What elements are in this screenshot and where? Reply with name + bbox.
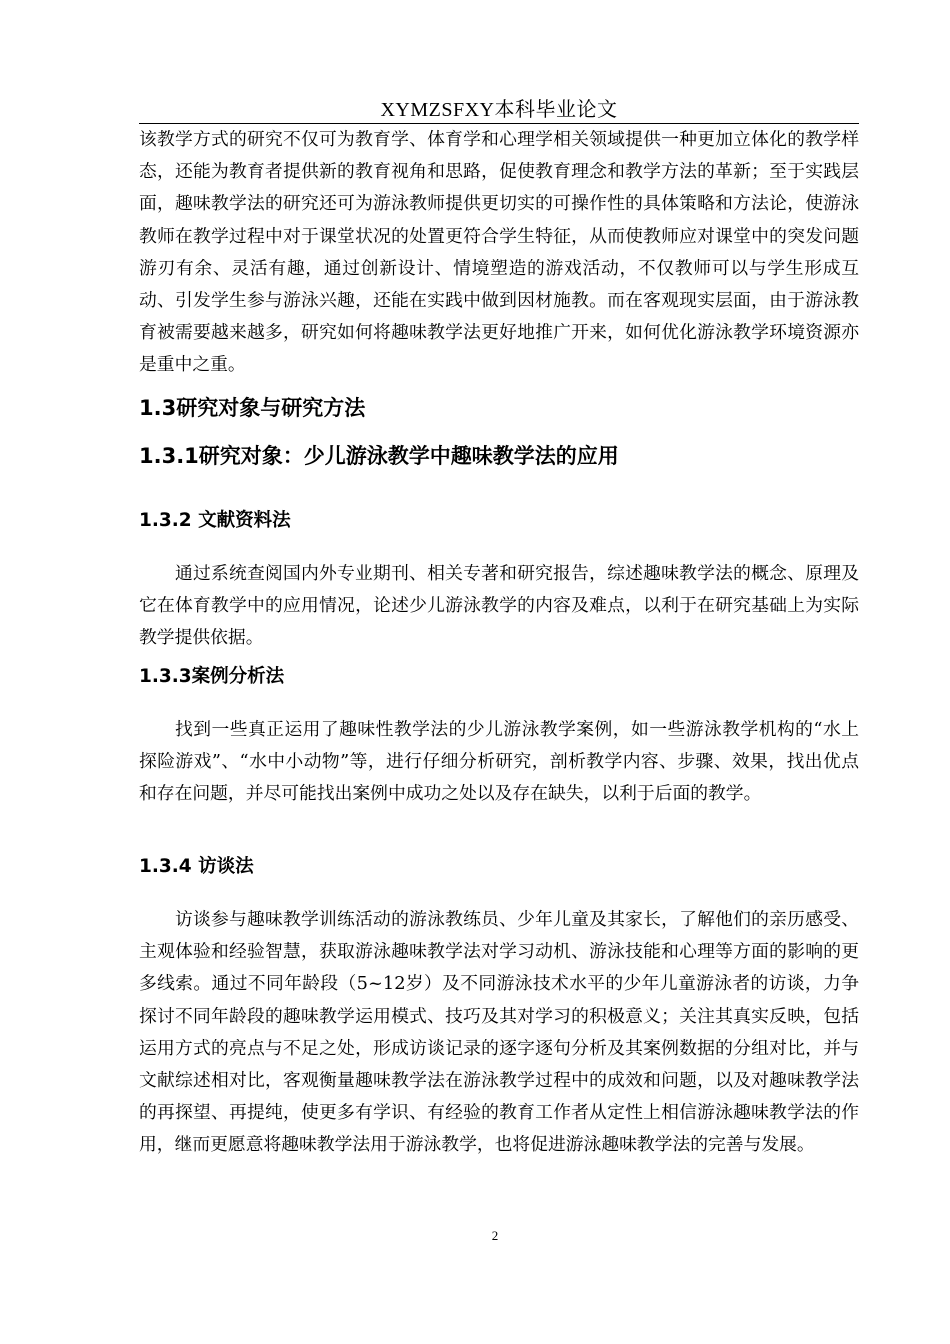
section-heading-1-3-2: 1.3.2 文献资料法 bbox=[139, 510, 291, 531]
intro-paragraph: 该教学方式的研究不仅可为教育学、体育学和心理学相关领域提供一种更加立体化的教学样态，还能为教育者提供新的教育视角和思路，促使教育理念和教学方法的革新；至于实践层面，趣味教学法的研究还可为游泳教师提供更切实的可操作性的具体策略和方法论，使游泳教师在教学过程中对于课堂状况的处置更符合学生特征，从而使教师应对课堂中的突发问题游刃有余、灵活有趣，通过创新设计、情境塑造的游戏活动，不仅教师可以与学生形成互动、引发学生参与游泳兴趣，还能在实践中做到因材施教。而在客观现实层面，由于游泳教育被需要越来越多，研究如何将趣味教学法更好地推广开来，如何优化游泳教学环境资源亦是重中之重。 bbox=[139, 129, 859, 376]
header-title: 本科毕业论文 bbox=[494, 97, 618, 121]
section-heading-1-3-1: 1.3.1研究对象：少儿游泳教学中趣味教学法的应用 bbox=[139, 444, 619, 468]
paragraph-literature-method: 通过系统查阅国内外专业期刊、相关专著和研究报告，综述趣味教学法的概念、原理及它在体育教学中的应用情况，论述少儿游泳教学的内容及难点，以利于在研究基础上为实际教学提供依据。 bbox=[139, 563, 859, 649]
section-heading-1-3-3: 1.3.3案例分析法 bbox=[139, 666, 285, 687]
paragraph-interview-method: 访谈参与趣味教学训练活动的游泳教练员、少年儿童及其家长，了解他们的亲历感受、主观体验和经验智慧，获取游泳趣味教学法对学习动机、游泳技能和心理等方面的影响的更多线索。通过不同年龄段（5~12岁）及不同游泳技术水平的少年儿童游泳者的访谈，力争探讨不同年龄段的趣味教学运用模式、技巧及其对学习的积极意义；关注其真实反映，包括运用方式的亮点与不足之处，形成访谈记录的逐字逐句分析及其案例数据的分组对比，并与文献综述相对比，客观衡量趣味教学法在游泳教学过程中的成效和问题，以及对趣味教学法的再探望、再提纯，使更多有学识、有经验的教育工作者从定性上相信游泳趣味教学法的作用，继而更愿意将趣味教学法用于游泳教学，也将促进游泳趣味教学法的完善与发展。 bbox=[139, 909, 859, 1156]
header-code: XYMZSFXY bbox=[380, 99, 495, 121]
section-heading-1-3-4: 1.3.4 访谈法 bbox=[139, 856, 254, 877]
section-heading-1-3: 1.3研究对象与研究方法 bbox=[139, 396, 366, 420]
paragraph-case-analysis: 找到一些真正运用了趣味性教学法的少儿游泳教学案例，如一些游泳教学机构的“水上探险游戏”、“水中小动物”等，进行仔细分析研究，剖析教学内容、步骤、效果，找出优点和存在问题，并尽可能找出案例中成功之处以及存在缺失，以利于后面的教学。 bbox=[139, 719, 859, 805]
page-number: 2 bbox=[491, 1228, 499, 1243]
running-header bbox=[139, 96, 859, 123]
